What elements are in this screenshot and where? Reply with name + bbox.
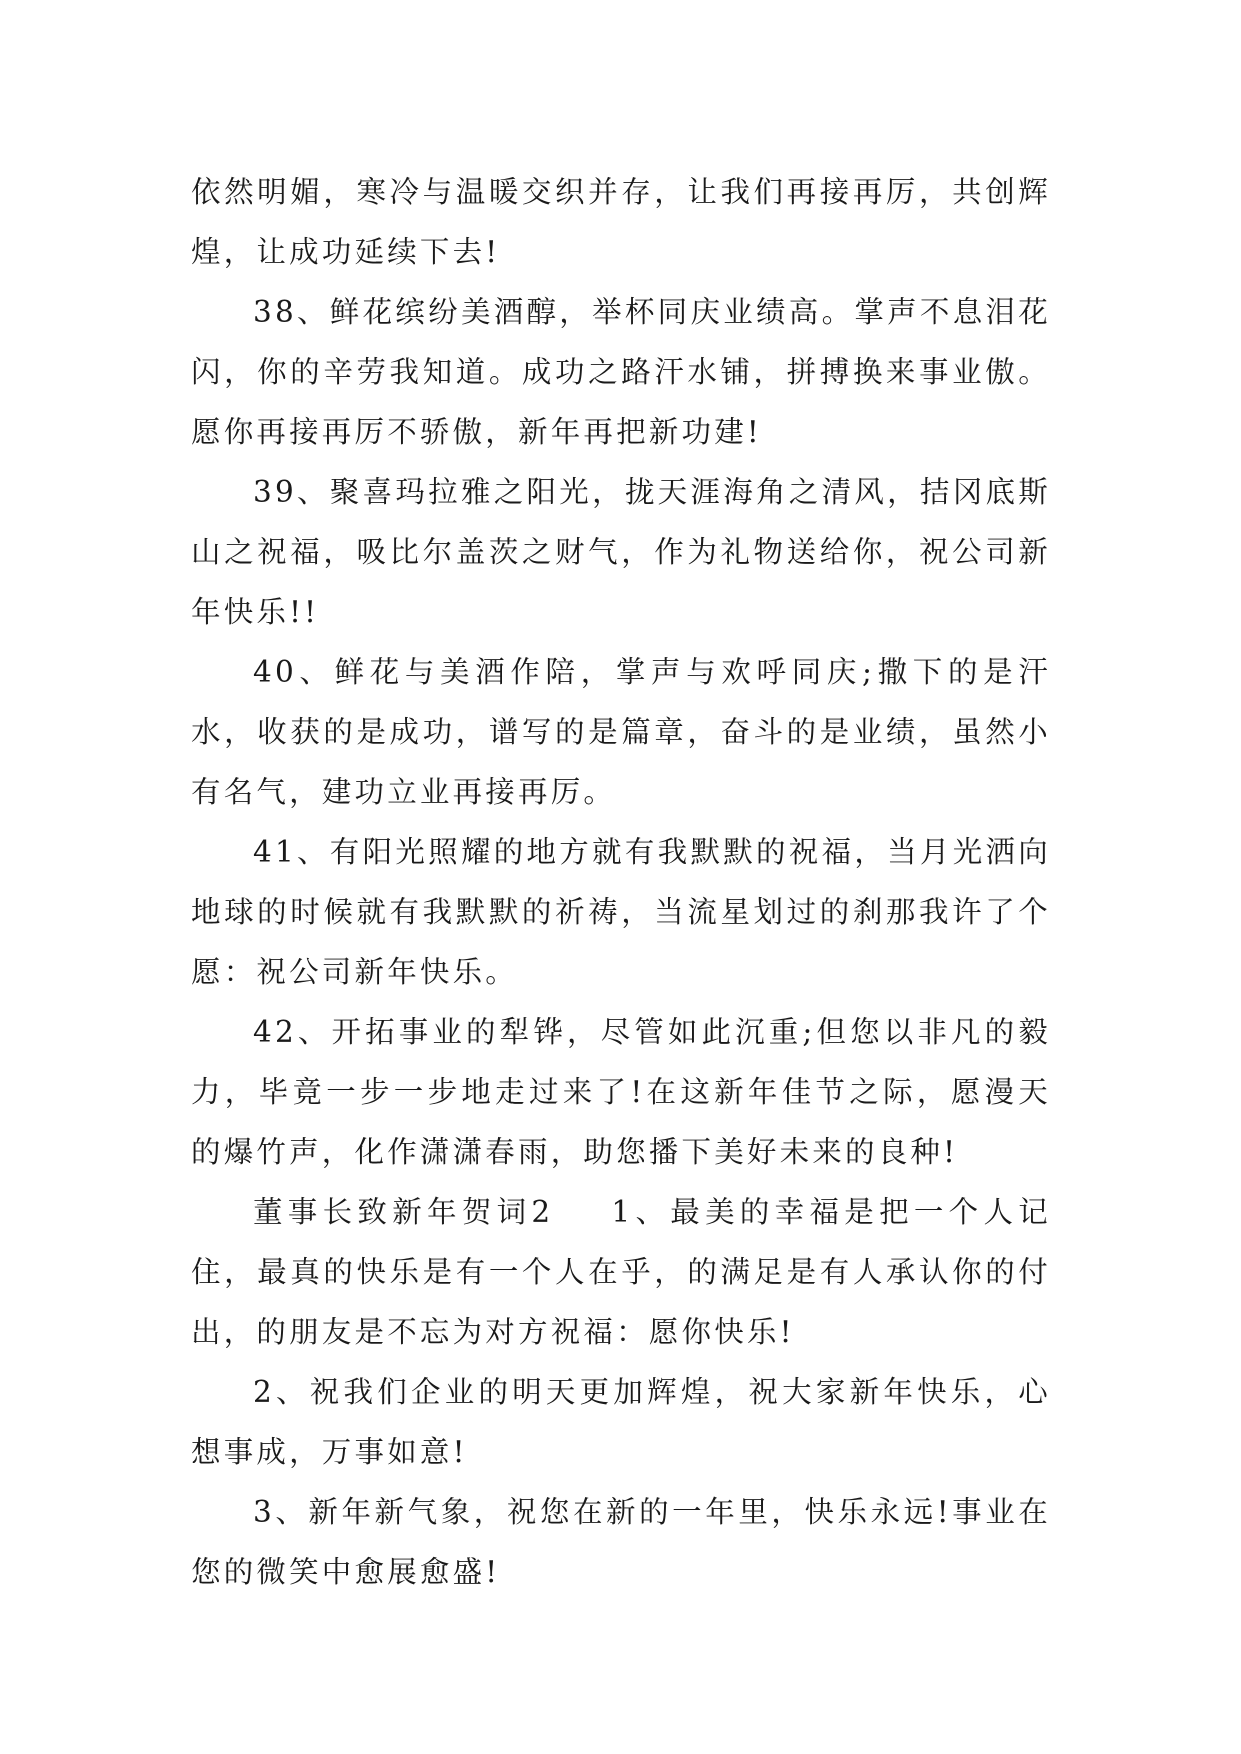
paragraph-item-38: 38、鲜花缤纷美酒醇，举杯同庆业绩高。掌声不息泪花闪，你的辛劳我知道。成功之路汗水铺，拼搏换来事业傲。愿你再接再厉不骄傲，新年再把新功建! — [191, 295, 1051, 449]
paragraph-section-2-item-1 — [191, 1182, 1051, 1362]
document-body — [191, 162, 1051, 1602]
paragraph-item-39: 39、聚喜玛拉雅之阳光，拢天涯海角之清风，拮冈底斯山之祝福，吸比尔盖茨之财气，作为礼物送给你，祝公司新年快乐!! — [191, 475, 1051, 629]
paragraph-section-2-item-3: 3、新年新气象，祝您在新的一年里，快乐永远!事业在您的微笑中愈展愈盛! — [191, 1495, 1051, 1589]
paragraph-continuation: 依然明媚，寒冷与温暖交织并存，让我们再接再厉，共创辉煌，让成功延续下去! — [191, 175, 1051, 269]
paragraph-section-2-item-2: 2、祝我们企业的明天更加辉煌，祝大家新年快乐，心想事成，万事如意! — [191, 1375, 1051, 1469]
paragraph-item-40: 40、鲜花与美酒作陪，掌声与欢呼同庆;撒下的是汗水，收获的是成功，谱写的是篇章，奋斗的是业绩，虽然小有名气，建功立业再接再厉。 — [191, 655, 1051, 809]
section-item-1-text: 1、最美的幸福是把一个人记住，最真的快乐是有一个人在乎，的满足是有人承认你的付出，的朋友是不忘为对方祝福：愿你快乐! — [191, 1195, 1051, 1349]
paragraph-item-42: 42、开拓事业的犁铧，尽管如此沉重;但您以非凡的毅力，毕竟一步一步地走过来了!在这新年佳节之际，愿漫天的爆竹声，化作潇潇春雨，助您播下美好未来的良种! — [191, 1015, 1051, 1169]
paragraph-item-41: 41、有阳光照耀的地方就有我默默的祝福，当月光洒向地球的时候就有我默默的祈祷，当流星划过的刹那我许了个愿：祝公司新年快乐。 — [191, 835, 1051, 989]
section-heading: 董事长致新年贺词2 — [253, 1195, 554, 1229]
